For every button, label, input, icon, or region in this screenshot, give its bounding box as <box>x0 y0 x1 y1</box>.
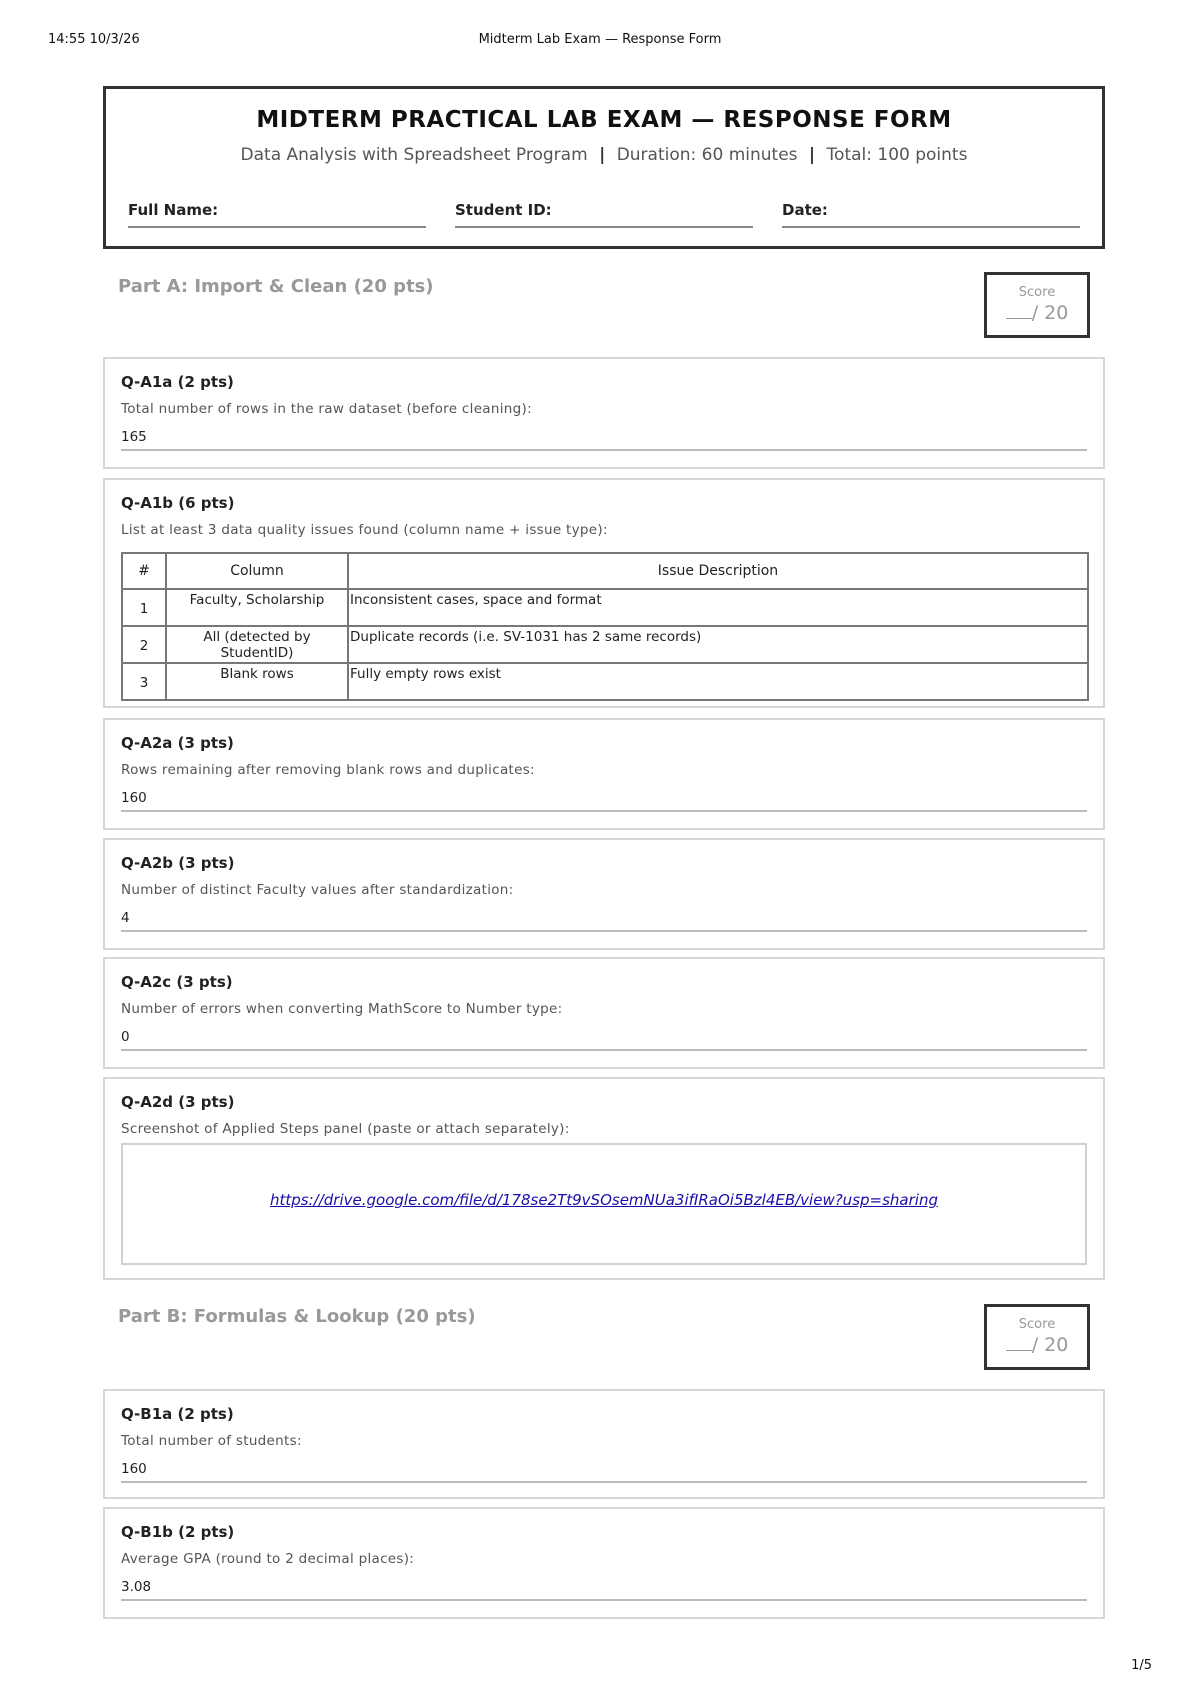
row-num: 1 <box>122 589 166 626</box>
answer-field[interactable]: 165 <box>121 427 1087 451</box>
score-blank[interactable] <box>1006 305 1032 319</box>
question-title: Q-A1a (2 pts) <box>121 373 234 391</box>
answer-field[interactable]: 0 <box>121 1027 1087 1051</box>
part-b-score-box <box>984 1304 1090 1370</box>
table-row <box>122 663 1088 700</box>
subtitle-duration: Duration: 60 minutes <box>616 145 798 165</box>
answer-field[interactable]: 160 <box>121 788 1087 812</box>
question-description: Screenshot of Applied Steps panel (paste or attach separately): <box>121 1121 570 1137</box>
part-a-score-box <box>984 272 1090 338</box>
row-num: 3 <box>122 663 166 700</box>
score-label: Score <box>1018 1317 1056 1332</box>
score-max: / 20 <box>1031 302 1069 324</box>
print-header <box>48 32 1152 52</box>
header-column: Column <box>166 553 348 589</box>
question-title: Q-A1b (6 pts) <box>121 494 235 512</box>
question-title: Q-A2a (3 pts) <box>121 734 234 752</box>
question-card-b1a <box>103 1389 1105 1499</box>
question-description: Average GPA (round to 2 decimal places): <box>121 1551 415 1567</box>
question-description: Total number of students: <box>121 1433 302 1449</box>
header-num: # <box>122 553 166 589</box>
subtitle-course: Data Analysis with Spreadsheet Program <box>240 145 588 165</box>
score-value <box>987 302 1087 324</box>
row-num: 2 <box>122 626 166 663</box>
question-title: Q-A2d (3 pts) <box>121 1093 235 1111</box>
question-description: List at least 3 data quality issues found (column name + issue type): <box>121 522 608 538</box>
page-number: 1/5 <box>1131 1658 1152 1673</box>
question-card-a2a <box>103 718 1105 830</box>
question-card-a2c <box>103 957 1105 1069</box>
row-column[interactable]: Blank rows <box>166 663 348 700</box>
score-max: / 20 <box>1031 1334 1069 1356</box>
subtitle-total: Total: 100 points <box>826 145 968 165</box>
question-title: Q-A2c (3 pts) <box>121 973 233 991</box>
score-blank[interactable] <box>1006 1337 1032 1351</box>
question-description: Number of errors when converting MathScore to Number type: <box>121 1001 563 1017</box>
question-card-a2b <box>103 838 1105 950</box>
answer-field[interactable]: 160 <box>121 1459 1087 1483</box>
question-card-a1b <box>103 478 1105 708</box>
print-timestamp: 14:55 10/3/26 <box>48 32 140 47</box>
question-card-a2d <box>103 1077 1105 1280</box>
row-column[interactable]: Faculty, Scholarship <box>166 589 348 626</box>
row-issue[interactable]: Inconsistent cases, space and format <box>348 589 1088 626</box>
issues-table <box>121 552 1089 701</box>
student-info-row <box>128 201 1080 228</box>
header-issue: Issue Description <box>348 553 1088 589</box>
part-b-heading: Part B: Formulas & Lookup (20 pts) <box>118 1306 476 1327</box>
part-a-heading: Part A: Import & Clean (20 pts) <box>118 276 434 297</box>
date-field[interactable]: Date: <box>782 201 1080 228</box>
student-id-field[interactable]: Student ID: <box>455 201 753 228</box>
question-card-b1b <box>103 1507 1105 1619</box>
screenshot-box[interactable] <box>121 1143 1087 1265</box>
score-label: Score <box>1018 285 1056 300</box>
row-issue[interactable]: Duplicate records (i.e. SV-1031 has 2 same records) <box>348 626 1088 663</box>
subtitle-separator: | <box>599 145 606 165</box>
form-title: MIDTERM PRACTICAL LAB EXAM — RESPONSE FORM <box>256 107 952 133</box>
question-title: Q-B1b (2 pts) <box>121 1523 235 1541</box>
table-header-row <box>122 553 1088 589</box>
answer-field[interactable]: 4 <box>121 908 1087 932</box>
question-title: Q-B1a (2 pts) <box>121 1405 234 1423</box>
row-column[interactable]: All (detected by StudentID) <box>166 626 348 663</box>
form-title-box <box>103 86 1105 249</box>
print-page-title: Midterm Lab Exam — Response Form <box>478 32 722 47</box>
full-name-field[interactable]: Full Name: <box>128 201 426 228</box>
form-subtitle <box>106 145 1102 165</box>
question-card-a1a <box>103 357 1105 469</box>
score-value <box>987 1334 1087 1356</box>
answer-field[interactable]: 3.08 <box>121 1577 1087 1601</box>
question-description: Number of distinct Faculty values after standardization: <box>121 882 514 898</box>
table-row <box>122 589 1088 626</box>
screenshot-link[interactable]: https://drive.google.com/file/d/178se2Tt9vSOsemNUa3ifIRaOi5Bzl4EB/view?usp=sharing <box>270 1191 938 1209</box>
question-description: Rows remaining after removing blank rows and duplicates: <box>121 762 535 778</box>
table-row <box>122 626 1088 663</box>
question-title: Q-A2b (3 pts) <box>121 854 235 872</box>
subtitle-separator: | <box>808 145 816 165</box>
question-description: Total number of rows in the raw dataset (before cleaning): <box>121 401 532 417</box>
row-issue[interactable]: Fully empty rows exist <box>348 663 1088 700</box>
